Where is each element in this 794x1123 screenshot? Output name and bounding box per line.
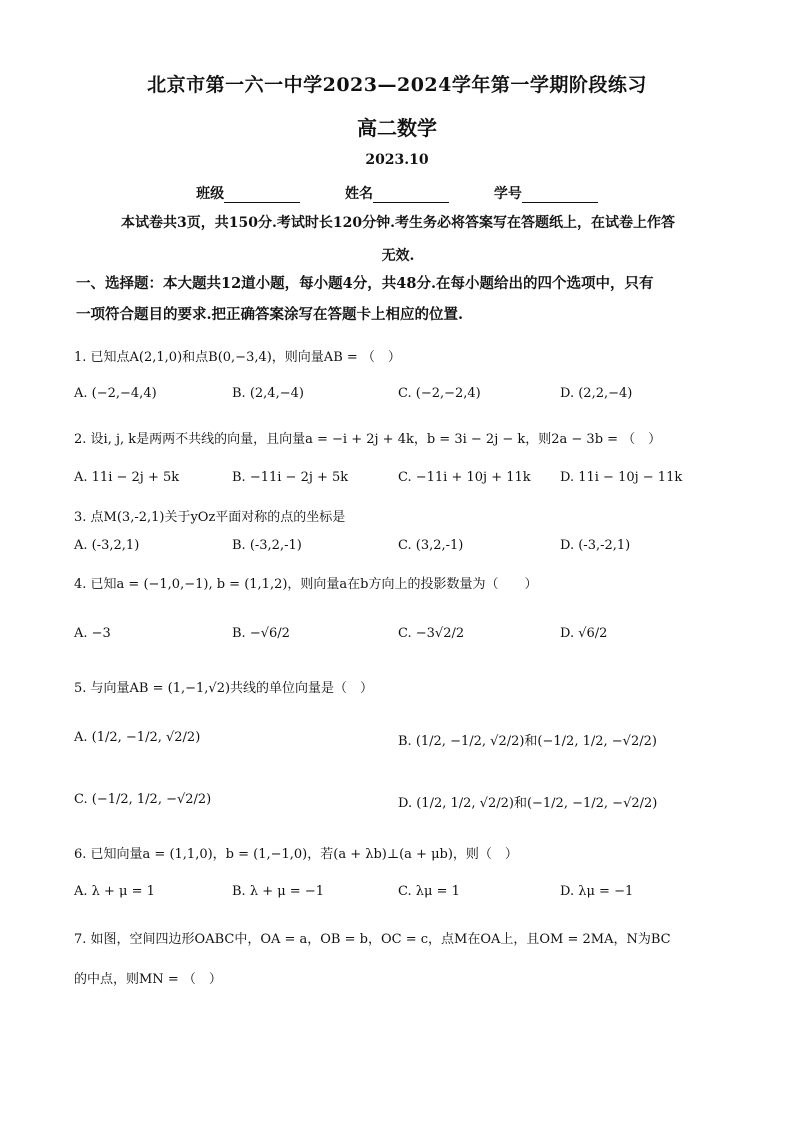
class-field[interactable]: 班级 bbox=[196, 183, 300, 203]
q6-option-d[interactable]: D. λμ = −1 bbox=[560, 884, 634, 899]
q5-option-d[interactable]: D. (1/2, 1/2, √2/2)和(−1/2, −1/2, −√2/2) bbox=[398, 796, 658, 811]
q4-option-d[interactable]: D. √6/2 bbox=[560, 626, 608, 641]
exam-date: 2023.10 bbox=[365, 152, 429, 168]
exam-title: 北京市第一六一中学2023—2024学年第一学期阶段练习 bbox=[147, 74, 647, 96]
q1-option-a[interactable]: A. (−2,−4,4) bbox=[74, 386, 157, 401]
exam-subject: 高二数学 bbox=[357, 116, 437, 140]
q4-option-b[interactable]: B. −√6/2 bbox=[232, 626, 290, 641]
q2-option-b[interactable]: B. −11i − 2j + 5k bbox=[232, 470, 349, 485]
q1-option-b[interactable]: B. (2,4,−4) bbox=[232, 386, 304, 401]
q3-option-c[interactable]: C. (3,2,-1) bbox=[398, 538, 464, 553]
q1-option-d[interactable]: D. (2,2,−4) bbox=[560, 386, 633, 401]
notice-line-1: 本试卷共3页，共150分.考试时长120分钟.考生务必将答案写在答题纸上，在试卷上作答 bbox=[121, 215, 675, 231]
q5-option-b[interactable]: B. (1/2, −1/2, √2/2)和(−1/2, 1/2, −√2/2) bbox=[398, 734, 657, 749]
q6-option-b[interactable]: B. λ + μ = −1 bbox=[232, 884, 324, 899]
question-7: 7. 如图，空间四边形OABC中，OA = a，OB = b，OC = c，点M在OA上，且OM = 2MA，N为BC bbox=[74, 932, 671, 947]
q5-option-a[interactable]: A. (1/2, −1/2, √2/2) bbox=[74, 730, 201, 745]
question-3: 3. 点M(3,-2,1)关于yOz平面对称的点的坐标是 bbox=[74, 510, 346, 525]
section-heading-line-1: 一、选择题：本大题共12道小题，每小题4分，共48分.在每小题给出的四个选项中，只有 bbox=[76, 275, 654, 292]
question-5: 5. 与向量AB = (1,−1,√2)共线的单位向量是（ ） bbox=[74, 681, 374, 696]
question-6: 6. 已知向量a = (1,1,0)，b = (1,−1,0)，若(a + λb)⊥(a + μb)，则（ ） bbox=[74, 847, 518, 862]
question-2: 2. 设i, j, k是两两不共线的向量，且向量a = −i + 2j + 4k，b = 3i − 2j − k，则2a − 3b = （ ） bbox=[74, 432, 662, 447]
id-blank[interactable] bbox=[522, 188, 598, 203]
q3-option-a[interactable]: A. (-3,2,1) bbox=[74, 538, 140, 553]
q3-option-d[interactable]: D. (-3,-2,1) bbox=[560, 538, 631, 553]
question-4: 4. 已知a = (−1,0,−1), b = (1,1,2)，则向量a在b方向上的投影数量为（ ） bbox=[74, 577, 538, 592]
q2-option-a[interactable]: A. 11i − 2j + 5k bbox=[74, 470, 180, 485]
q2-option-c[interactable]: C. −11i + 10j + 11k bbox=[398, 470, 531, 485]
q4-option-a[interactable]: A. −3 bbox=[74, 626, 111, 641]
student-info-fields bbox=[0, 183, 794, 203]
name-blank[interactable] bbox=[373, 188, 449, 203]
q2-option-d[interactable]: D. 11i − 10j − 11k bbox=[560, 470, 683, 485]
q6-option-a[interactable]: A. λ + μ = 1 bbox=[74, 884, 155, 899]
question-1: 1. 已知点A(2,1,0)和点B(0,−3,4)，则向量AB = （ ） bbox=[74, 350, 401, 365]
q1-option-c[interactable]: C. (−2,−2,4) bbox=[398, 386, 481, 401]
id-field[interactable]: 学号 bbox=[494, 183, 598, 203]
name-field[interactable]: 姓名 bbox=[345, 183, 449, 203]
q5-option-c[interactable]: C. (−1/2, 1/2, −√2/2) bbox=[74, 792, 212, 807]
question-7-continued: 的中点，则MN = （ ） bbox=[74, 972, 222, 987]
notice-line-2: 无效. bbox=[381, 248, 415, 264]
q4-option-c[interactable]: C. −3√2/2 bbox=[398, 626, 465, 641]
section-heading-line-2: 一项符合题目的要求.把正确答案涂写在答题卡上相应的位置. bbox=[76, 306, 464, 323]
q3-option-b[interactable]: B. (-3,2,-1) bbox=[232, 538, 302, 553]
class-blank[interactable] bbox=[224, 188, 300, 203]
q6-option-c[interactable]: C. λμ = 1 bbox=[398, 884, 460, 899]
